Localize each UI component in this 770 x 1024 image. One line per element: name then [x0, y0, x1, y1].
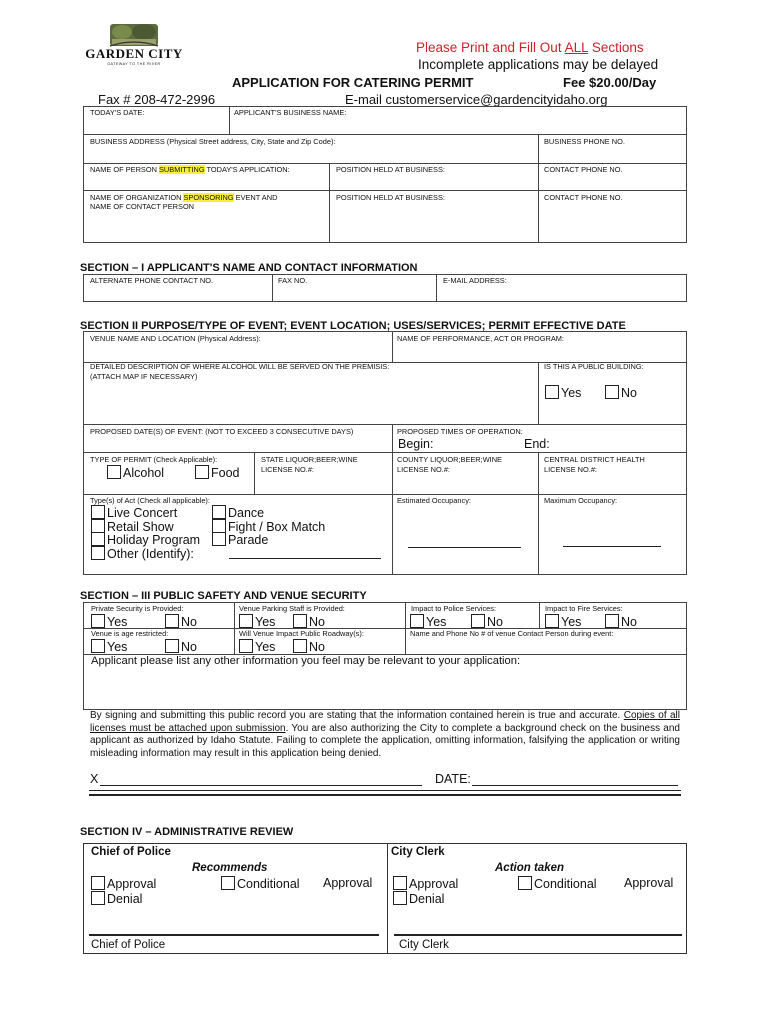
other-info-field[interactable]	[84, 670, 685, 708]
double-rule-bottom	[89, 794, 681, 796]
logo-name: GARDEN CITY	[85, 46, 183, 61]
police-impact-yes[interactable]: Yes	[410, 614, 446, 629]
submitting-person-label: NAME OF PERSON SUBMITTING TODAY'S APPLICATION:	[90, 165, 290, 174]
alcohol-description-field[interactable]	[84, 383, 536, 422]
chief-signature-field[interactable]	[89, 920, 379, 936]
act-other[interactable]: Other (Identify):	[91, 546, 194, 561]
checkbox-icon[interactable]	[91, 639, 105, 653]
fire-impact-no[interactable]: No	[605, 614, 637, 629]
chief-denial-option[interactable]: Denial	[91, 891, 142, 906]
clerk-approval-option[interactable]: Approval	[393, 876, 458, 891]
checkbox-icon[interactable]	[545, 614, 559, 628]
business-name-field[interactable]	[230, 118, 686, 133]
position-field-2[interactable]	[330, 204, 536, 241]
business-name-label: APPLICANT'S BUSINESS NAME:	[234, 108, 347, 117]
logo-tagline: GATEWAY TO THE RIVER	[107, 62, 161, 66]
checkbox-icon[interactable]	[91, 546, 105, 560]
contact-phone-field-2[interactable]	[539, 204, 685, 241]
checkbox-icon[interactable]	[393, 876, 407, 890]
business-address-field[interactable]	[84, 148, 536, 162]
alt-phone-field[interactable]	[84, 286, 270, 300]
checkbox-icon[interactable]	[410, 614, 424, 628]
end-label: End:	[524, 437, 550, 451]
state-license-label: STATE LIQUOR;BEER;WINE LICENSE NO.#:	[261, 455, 358, 474]
fax-label: FAX NO.	[278, 276, 308, 285]
certification-statement: By signing and submitting this public record you are stating that the information contained herein is true and accurate. Copies of all licenses must be attached upon submission. You are also authorizing the City to complete a background check on the business and applicant as authorized by Idaho Statute. Failing to complete the application, omitting information, falsifying the application or writing misleading information may result in this application being denied.	[90, 710, 681, 759]
public-building-yes[interactable]: Yes	[545, 385, 581, 400]
act-retail-show[interactable]: Retail Show	[91, 519, 174, 534]
public-building-label: IS THIS A PUBLIC BUILDING:	[544, 362, 644, 371]
contact-person-event-label: Name and Phone No # of venue Contact Person during event:	[410, 629, 614, 638]
fire-impact-yes[interactable]: Yes	[545, 614, 581, 629]
date-field[interactable]	[472, 772, 678, 786]
alt-phone-label: ALTERNATE PHONE CONTACT NO.	[90, 276, 214, 285]
event-dates-field[interactable]	[84, 437, 390, 451]
checkbox-icon[interactable]	[293, 614, 307, 628]
central-license-field[interactable]	[539, 475, 685, 491]
checkbox-icon[interactable]	[471, 614, 485, 628]
begin-label: Begin:	[398, 437, 434, 451]
action-taken-label: Action taken	[495, 862, 565, 874]
begin-time-field[interactable]	[438, 437, 518, 451]
garden-city-logo	[84, 20, 184, 72]
checkbox-icon[interactable]	[91, 876, 105, 890]
chief-conditional-approval-text: Approval	[323, 876, 373, 890]
checkbox-icon[interactable]	[165, 639, 179, 653]
parking-staff-no[interactable]: No	[293, 614, 325, 629]
roadways-yes[interactable]: Yes	[239, 639, 275, 654]
event-dates-label: PROPOSED DATE(S) OF EVENT: (NOT TO EXCEED 3 CONSECUTIVE DAYS)	[90, 427, 354, 436]
checkbox-icon[interactable]	[91, 519, 105, 533]
email-address: E-mail customerservice@gardencityidaho.org	[345, 92, 608, 107]
contact-phone-field-1[interactable]	[539, 176, 685, 189]
permit-alcohol-option[interactable]: Alcohol	[107, 465, 164, 480]
checkbox-icon[interactable]	[107, 465, 121, 479]
clerk-denial-option[interactable]: Denial	[393, 891, 444, 906]
position-field-1[interactable]	[330, 176, 536, 189]
business-phone-label: BUSINESS PHONE NO.	[544, 137, 625, 146]
checkbox-icon[interactable]	[605, 385, 619, 399]
todays-date-field[interactable]	[84, 118, 228, 133]
checkbox-icon[interactable]	[239, 614, 253, 628]
clerk-conditional-approval-text: Approval	[624, 876, 674, 890]
operation-times-label: PROPOSED TIMES OF OPERATION:	[397, 427, 523, 436]
recommends-label: Recommends	[192, 862, 268, 874]
venue-field[interactable]	[84, 344, 390, 360]
other-info-label: Applicant please list any other information you feel may be relevant to your application:	[91, 655, 521, 667]
permit-type-label: TYPE OF PERMIT (Check Applicable):	[90, 455, 218, 464]
signature-x: X	[90, 772, 99, 786]
checkbox-icon[interactable]	[91, 532, 105, 546]
fax-number: Fax # 208-472-2996	[98, 92, 216, 107]
sponsoring-org-field[interactable]	[84, 213, 327, 241]
checkbox-icon[interactable]	[239, 639, 253, 653]
act-dance[interactable]: Dance	[212, 505, 264, 520]
contact-phone-label-2: CONTACT PHONE NO.	[544, 193, 623, 202]
act-types-label: Type(s) of Act (Check all applicable):	[90, 496, 210, 505]
chief-of-police-heading: Chief of Police	[91, 846, 171, 858]
estimated-occupancy-field[interactable]	[408, 534, 521, 548]
clerk-conditional-option[interactable]: Conditional	[518, 876, 597, 891]
section-4-table	[83, 843, 687, 954]
date-label: DATE:	[435, 772, 471, 786]
position-label-1: POSITION HELD AT BUSINESS:	[336, 165, 445, 174]
section-3-title: SECTION – III PUBLIC SAFETY AND VENUE SECURITY	[80, 590, 367, 602]
roadways-label: Will Venue Impact Public Roadway(s):	[239, 629, 364, 638]
clerk-signature-label: City Clerk	[399, 939, 449, 951]
form-title: APPLICATION FOR CATERING PERMIT	[232, 75, 474, 90]
checkbox-icon[interactable]	[212, 519, 226, 533]
print-notice: Please Print and Fill Out ALL Sections	[416, 40, 644, 55]
permit-food-option[interactable]: Food	[195, 465, 240, 480]
act-parade[interactable]: Parade	[212, 532, 268, 547]
fire-impact-label: Impact to Fire Services:	[545, 604, 623, 613]
county-license-label: COUNTY LIQUOR;BEER;WINE LICENSE NO.#:	[397, 455, 502, 474]
checkbox-icon[interactable]	[91, 614, 105, 628]
chief-conditional-option[interactable]: Conditional	[221, 876, 300, 891]
contact-person-event-field[interactable]	[406, 639, 685, 652]
venue-label: VENUE NAME AND LOCATION (Physical Address):	[90, 334, 261, 343]
performance-field[interactable]	[393, 344, 685, 360]
email-label: E-MAIL ADDRESS:	[443, 276, 507, 285]
checkbox-icon[interactable]	[393, 891, 407, 905]
act-fight-box-match[interactable]: Fight / Box Match	[212, 519, 325, 534]
submitting-person-field[interactable]	[84, 176, 327, 189]
act-live-concert[interactable]: Live Concert	[91, 505, 177, 520]
county-license-field[interactable]	[393, 475, 536, 491]
checkbox-icon[interactable]	[91, 505, 105, 519]
maximum-occupancy-field[interactable]	[563, 533, 661, 547]
private-security-label: Private Security is Provided:	[91, 604, 184, 613]
checkbox-icon[interactable]	[212, 532, 226, 546]
chief-signature-label: Chief of Police	[91, 939, 166, 951]
other-act-field[interactable]	[229, 546, 381, 559]
alcohol-description-label: DETAILED DESCRIPTION OF WHERE ALCOHOL WILL BE SERVED ON THE PREMISIS:	[90, 362, 390, 371]
checkbox-icon[interactable]	[212, 505, 226, 519]
central-license-label: CENTRAL DISTRICT HEALTH LICENSE NO.#:	[544, 455, 645, 474]
parking-staff-label: Venue Parking Staff is Provided:	[239, 604, 345, 613]
checkbox-icon[interactable]	[91, 891, 105, 905]
section-2-title: SECTION II PURPOSE/TYPE OF EVENT; EVENT LOCATION; USES/SERVICES; PERMIT EFFECTIVE DATE	[80, 320, 626, 332]
age-restricted-no[interactable]: No	[165, 639, 197, 654]
act-holiday-program[interactable]: Holiday Program	[91, 532, 200, 547]
city-clerk-heading: City Clerk	[391, 846, 445, 858]
police-impact-label: Impact to Police Services:	[411, 604, 497, 613]
public-building-no[interactable]: No	[605, 385, 637, 400]
police-impact-no[interactable]: No	[471, 614, 503, 629]
end-time-field[interactable]	[553, 437, 683, 451]
private-security-no[interactable]: No	[165, 614, 197, 629]
checkbox-icon[interactable]	[195, 465, 209, 479]
email-field[interactable]	[437, 286, 685, 300]
checkbox-icon[interactable]	[605, 614, 619, 628]
checkbox-icon[interactable]	[518, 876, 532, 890]
clerk-signature-field[interactable]	[394, 920, 682, 936]
attach-map-label: (ATTACH MAP IF NECESSARY)	[90, 372, 198, 381]
age-restricted-label: Venue is age restricted:	[91, 629, 169, 638]
maximum-occupancy-label: Maximum Occupancy:	[544, 496, 618, 505]
business-address-label: BUSINESS ADDRESS (Physical Street address, City, State and Zip Code):	[90, 137, 336, 146]
checkbox-icon[interactable]	[165, 614, 179, 628]
business-phone-field[interactable]	[539, 148, 685, 162]
position-label-2: POSITION HELD AT BUSINESS:	[336, 193, 445, 202]
signature-field[interactable]	[100, 772, 422, 786]
fee: Fee $20.00/Day	[563, 75, 657, 90]
double-rule-top	[89, 790, 681, 791]
fax-field[interactable]	[273, 286, 435, 300]
todays-date-label: TODAY'S DATE:	[90, 108, 145, 117]
checkbox-icon[interactable]	[293, 639, 307, 653]
incomplete-notice: Incomplete applications may be delayed	[418, 57, 659, 72]
sponsoring-org-label: NAME OF ORGANIZATION SPONSORING EVENT AND	[90, 193, 278, 202]
chief-approval-option[interactable]: Approval	[91, 876, 156, 891]
parking-staff-yes[interactable]: Yes	[239, 614, 275, 629]
state-license-field[interactable]	[256, 475, 390, 491]
performance-label: NAME OF PERFORMANCE, ACT OR PROGRAM:	[397, 334, 564, 343]
checkbox-icon[interactable]	[545, 385, 559, 399]
contact-phone-label-1: CONTACT PHONE NO.	[544, 165, 623, 174]
roadways-no[interactable]: No	[293, 639, 325, 654]
estimated-occupancy-label: Estimated Occupancy:	[397, 496, 471, 505]
age-restricted-yes[interactable]: Yes	[91, 639, 127, 654]
private-security-yes[interactable]: Yes	[91, 614, 127, 629]
checkbox-icon[interactable]	[221, 876, 235, 890]
contact-person-label: NAME OF CONTACT PERSON	[90, 202, 195, 211]
section-4-title: SECTION IV – ADMINISTRATIVE REVIEW	[80, 826, 294, 838]
section-1-title: SECTION – I APPLICANT'S NAME AND CONTACT INFORMATION	[80, 262, 418, 274]
